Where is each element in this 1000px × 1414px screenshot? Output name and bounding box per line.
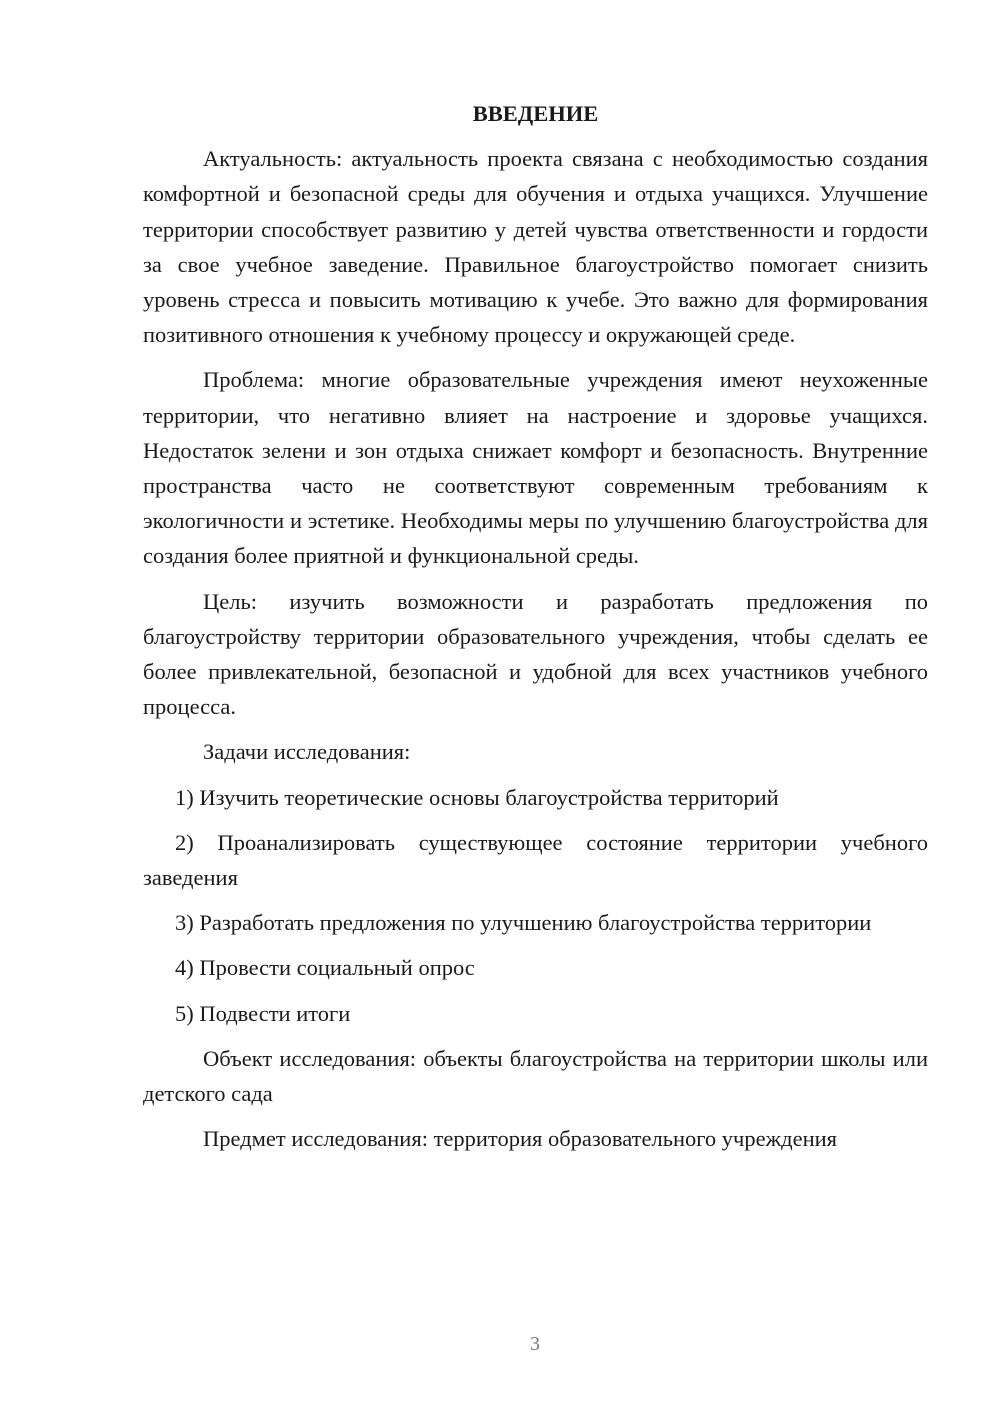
page-number: 3 [530, 1333, 540, 1355]
task-item: 5) Подвести итоги [175, 1000, 351, 1026]
tasks-heading: Задачи исследования: [203, 739, 411, 765]
subject-paragraph: Предмет исследования: территория образовательного учреждения [203, 1126, 838, 1152]
goal-paragraph: Цель: изучить возможности и разработать предложения по благоустройству территории образовательного учреждения, чтобы сделать ее более привлекательной, безопасной и удобной для всех участников учебного процесса. [143, 588, 928, 720]
object-paragraph: Объект исследования: объекты благоустройства на территории школы или детского сада [143, 1045, 928, 1107]
task-item: 3) Разработать предложения по улучшению благоустройства территории [175, 910, 872, 936]
section-heading: ВВЕДЕНИЕ [472, 101, 599, 126]
problem-paragraph: Проблема: многие образовательные учреждения имеют неухоженные территории, что негативно влияет на настроение и здоровье учащихся. Недостаток зелени и зон отдыха снижает комфорт и безопасность. Внутренние пространства часто не соответствуют современным требованиям к экологичности и эстетике. Необходимы меры по улучшению благоустройства для создания более приятной и функциональной среды. [143, 367, 928, 569]
task-item: 4) Провести социальный опрос [175, 955, 475, 981]
task-item: 2) Проанализировать существующее состояние территории учебного заведения [143, 829, 928, 891]
relevance-paragraph: Актуальность: актуальность проекта связана с необходимостью создания комфортной и безопасной среды для обучения и отдыха учащихся. Улучшение территории способствует развитию у детей чувства ответственности и гордости за свое учебное заведение. Правильное благоустройство помогает снизить уровень стресса и повысить мотивацию к учебе. Это важно для формирования позитивного отношения к учебному процессу и окружающей среде. [143, 146, 928, 348]
task-item: 1) Изучить теоретические основы благоустройства территорий [175, 784, 779, 810]
page-content [143, 96, 928, 1166]
